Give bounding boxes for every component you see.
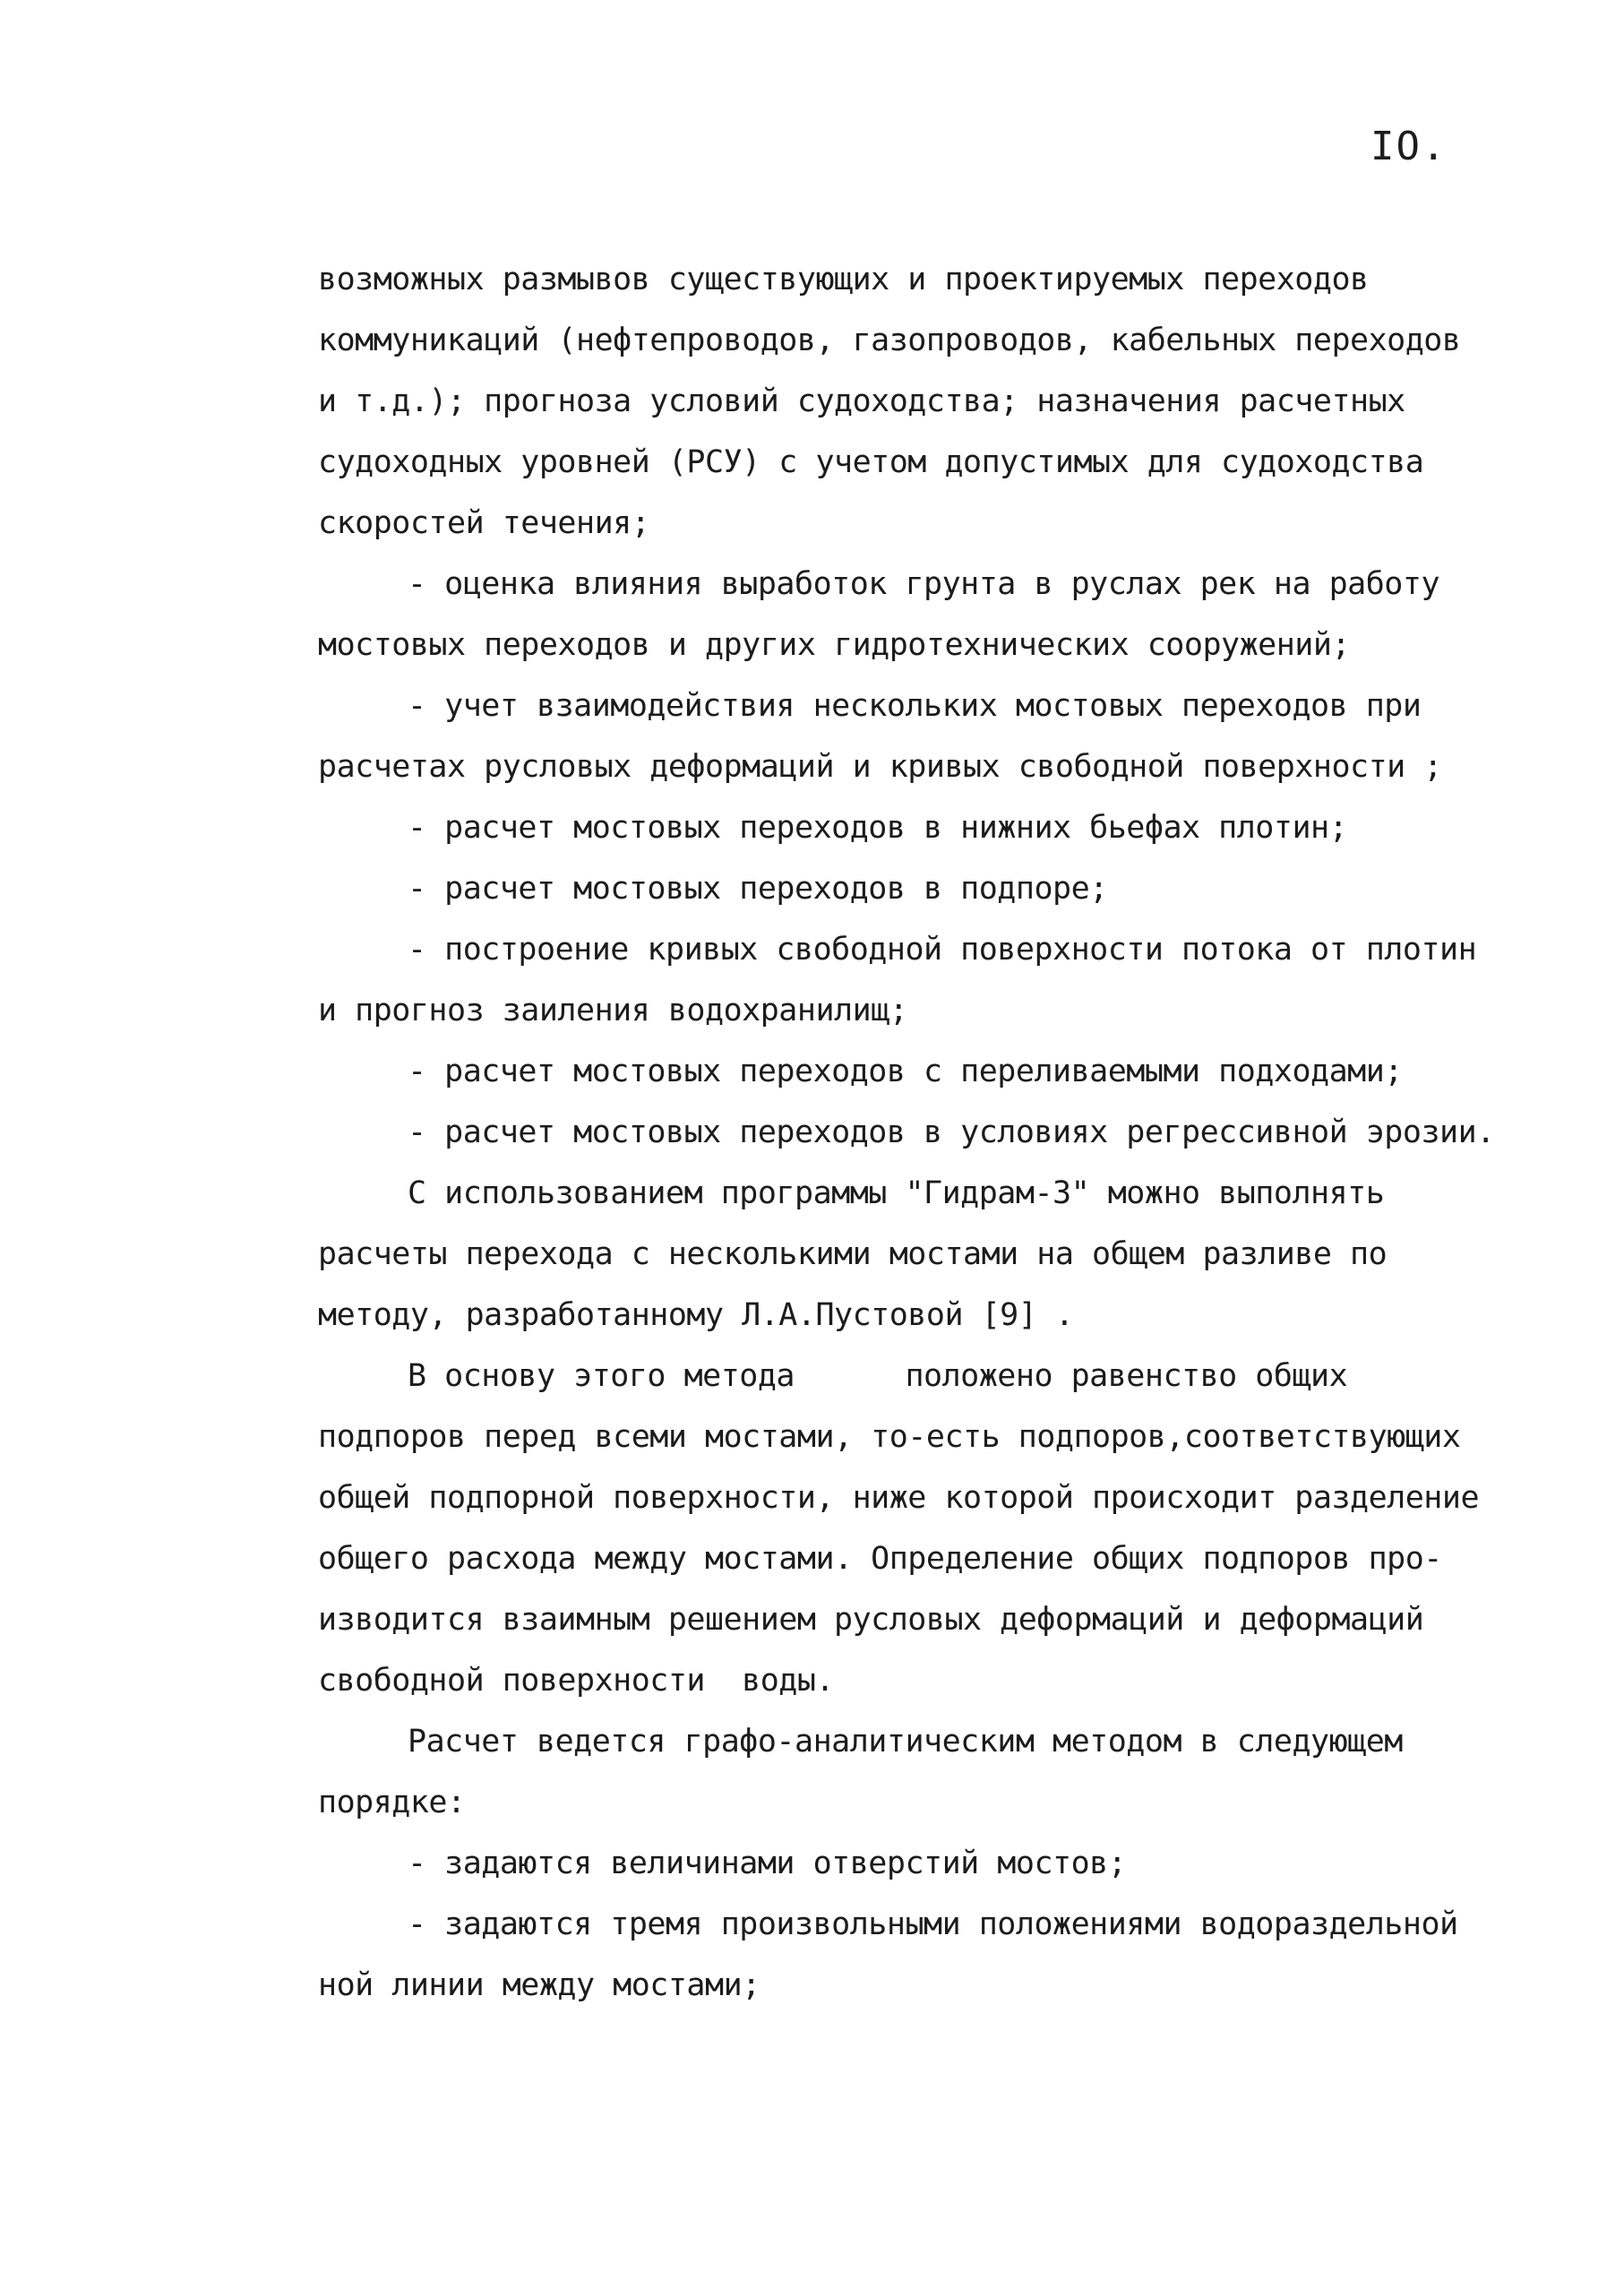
text-line: судоходных уровней (РСУ) с учетом допустимых для судоходства	[318, 444, 1424, 480]
text-line: методу, разработанному Л.А.Пустовой [9] .	[318, 1297, 1074, 1333]
text-line: ной линии между мостами;	[318, 1967, 760, 2003]
text-line: - задаются величинами отверстий мостов;	[408, 1846, 1127, 1881]
text-line: - задаются тремя произвольными положениями водораздельной	[408, 1906, 1458, 1942]
text-line: расчеты перехода с несколькими мостами на общем разливе по	[318, 1236, 1388, 1272]
text-line: - расчет мостовых переходов в условиях регрессивной эрозии.	[408, 1114, 1495, 1150]
text-line: скоростей течения;	[318, 505, 650, 541]
text-line: и прогноз заиления водохранилищ;	[318, 993, 908, 1028]
text-line: подпоров перед всеми мостами, то-есть подпоров,соответствующих	[318, 1419, 1461, 1455]
text-line: свободной поверхности воды.	[318, 1663, 835, 1699]
text-line: С использованием программы "Гидрам-3" можно выполнять	[408, 1175, 1385, 1211]
text-line: общего расхода между мостами. Определение общих подпоров про-	[318, 1541, 1442, 1577]
text-line: коммуникаций (нефтепроводов, газопроводов, кабельных переходов	[318, 323, 1461, 358]
text-line: и т.д.); прогноза условий судоходства; назначения расчетных	[318, 383, 1405, 419]
text-line: - расчет мостовых переходов с переливаемыми подходами;	[408, 1054, 1403, 1089]
text-line: В основу этого метода положено равенство общих	[408, 1358, 1348, 1394]
text-line: общей подпорной поверхности, ниже которой происходит разделение	[318, 1480, 1480, 1516]
text-line: мостовых переходов и других гидротехнических сооружений;	[318, 627, 1351, 663]
page-number: IO.	[1371, 124, 1448, 169]
text-line: возможных размывов существующих и проектируемых переходов	[318, 262, 1369, 297]
text-line: порядке:	[318, 1785, 466, 1820]
body-text	[318, 249, 1532, 2016]
text-line: - учет взаимодействия нескольких мостовых переходов при	[408, 688, 1422, 724]
text-line: - оценка влияния выработок грунта в руслах рек на работу	[408, 566, 1440, 602]
text-line: - расчет мостовых переходов в нижних бьефах плотин;	[408, 810, 1348, 846]
text-line: - расчет мостовых переходов в подпоре;	[408, 871, 1108, 907]
text-line: - построение кривых свободной поверхности потока от плотин	[408, 932, 1477, 968]
text-line: Расчет ведется графо-аналитическим методом в следующем	[408, 1724, 1403, 1759]
text-line: расчетах русловых деформаций и кривых свободной поверхности ;	[318, 749, 1442, 785]
text-line: изводится взаимным решением русловых деформаций и деформаций	[318, 1602, 1424, 1638]
